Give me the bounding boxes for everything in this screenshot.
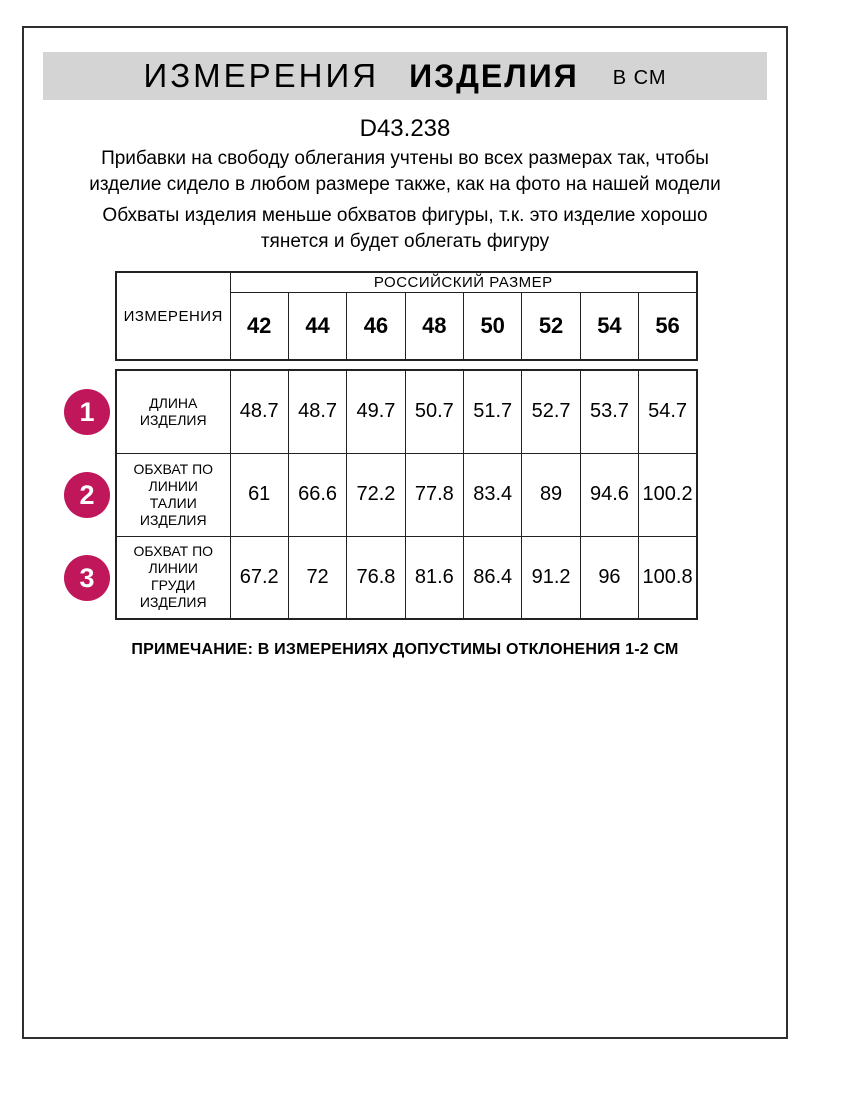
- value-cell: 72: [288, 536, 346, 619]
- title-measurements-label: ИЗМЕРЕНИЯ: [143, 57, 380, 94]
- table-row: [116, 536, 697, 619]
- fit-note-paragraph: Прибавки на свободу облегания учтены во всех размерах так, чтобы изделие сидело в любом размере также, как на фото на нашей модели: [89, 148, 721, 195]
- value-cell: 50.7: [405, 370, 463, 453]
- value-cell: 91.2: [522, 536, 580, 619]
- stretch-note-paragraph: Обхваты изделия меньше обхватов фигуры, т.к. это изделие хорошо тянется и будет облегать фигуру: [102, 205, 708, 252]
- row-label-cell: ОБХВАТ ПО ЛИНИИ ТАЛИИ ИЗДЕЛИЯ: [116, 453, 230, 536]
- size-header-cell: 44: [288, 292, 346, 360]
- value-cell: 61: [230, 453, 288, 536]
- row-label-cell: ОБХВАТ ПО ЛИНИИ ГРУДИ ИЗДЕЛИЯ: [116, 536, 230, 619]
- value-cell: 54.7: [639, 370, 697, 453]
- row-number-badge: 2: [64, 472, 110, 518]
- tolerance-note: ПРИМЕЧАНИЕ: В ИЗМЕРЕНИЯХ ДОПУСТИМЫ ОТКЛОНЕНИЯ 1-2 СМ: [131, 641, 679, 658]
- group-header-cell: РОССИЙСКИЙ РАЗМЕР: [230, 272, 697, 292]
- value-cell: 100.8: [639, 536, 697, 619]
- value-cell: 77.8: [405, 453, 463, 536]
- size-table-header: [115, 271, 698, 361]
- value-cell: 48.7: [288, 370, 346, 453]
- title-bar: [43, 52, 767, 100]
- row-number-badge: 1: [64, 389, 110, 435]
- size-header-cell: 54: [580, 292, 638, 360]
- size-header-cell: 46: [347, 292, 405, 360]
- value-cell: 48.7: [230, 370, 288, 453]
- size-header-cell: 56: [639, 292, 697, 360]
- value-cell: 67.2: [230, 536, 288, 619]
- value-cell: 66.6: [288, 453, 346, 536]
- value-cell: 100.2: [639, 453, 697, 536]
- value-cell: 94.6: [580, 453, 638, 536]
- value-cell: 53.7: [580, 370, 638, 453]
- size-table-zone: [79, 271, 698, 620]
- page-frame: [22, 26, 788, 1039]
- value-cell: 96: [580, 536, 638, 619]
- title-product-label: ИЗДЕЛИЯ: [409, 57, 579, 94]
- value-cell: 72.2: [347, 453, 405, 536]
- value-cell: 51.7: [464, 370, 522, 453]
- value-cell: 76.8: [347, 536, 405, 619]
- size-header-cell: 52: [522, 292, 580, 360]
- size-header-cell: 48: [405, 292, 463, 360]
- size-table-body: [115, 369, 698, 620]
- table-row: [116, 453, 697, 536]
- row-label-cell: ДЛИНА ИЗДЕЛИЯ: [116, 370, 230, 453]
- title-units-label: В СМ: [612, 66, 667, 89]
- table-row: [116, 370, 697, 453]
- corner-header-cell: ИЗМЕРЕНИЯ: [116, 272, 230, 360]
- value-cell: 81.6: [405, 536, 463, 619]
- size-header-cell: 50: [464, 292, 522, 360]
- value-cell: 86.4: [464, 536, 522, 619]
- value-cell: 52.7: [522, 370, 580, 453]
- product-code: D43.238: [359, 115, 451, 142]
- value-cell: 49.7: [347, 370, 405, 453]
- size-header-cell: 42: [230, 292, 288, 360]
- value-cell: 83.4: [464, 453, 522, 536]
- row-number-badge: 3: [64, 555, 110, 601]
- value-cell: 89: [522, 453, 580, 536]
